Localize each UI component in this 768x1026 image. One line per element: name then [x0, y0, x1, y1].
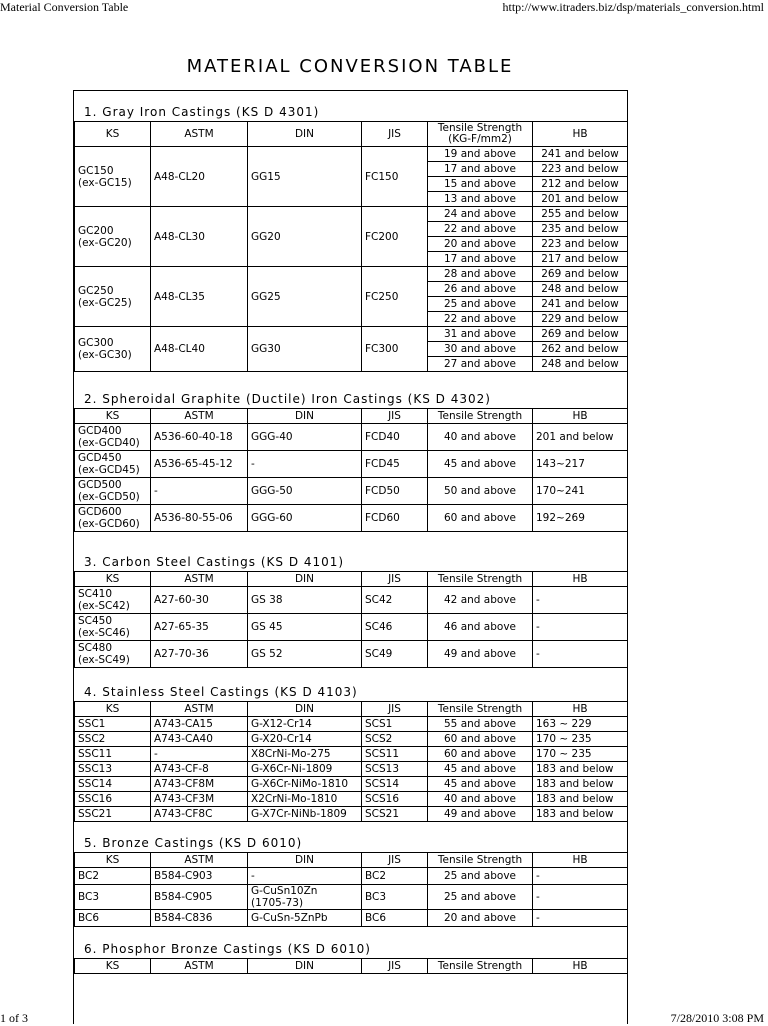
section-title: 3. Carbon Steel Castings (KS D 4101)	[84, 555, 345, 569]
jis-cell: FCD50	[362, 478, 428, 505]
table-row	[75, 868, 628, 885]
header-row	[75, 122, 628, 147]
column-header: DIN	[248, 702, 362, 717]
din-cell: GG15	[248, 147, 362, 207]
header-row	[75, 853, 628, 868]
hb-cell: 192~269	[533, 505, 628, 532]
ks-cell: SSC2	[75, 732, 151, 747]
table-row	[75, 747, 628, 762]
table-row	[75, 587, 628, 614]
section-title: 5. Bronze Castings (KS D 6010)	[84, 836, 303, 850]
hb-cell: 212 and below	[533, 177, 628, 192]
tensile-cell: 42 and above	[428, 587, 533, 614]
print-datetime: 7/28/2010 3:08 PM	[670, 1011, 764, 1025]
ks-cell: SSC13	[75, 762, 151, 777]
jis-cell: SC42	[362, 587, 428, 614]
astm-cell: A743-CF3M	[151, 792, 248, 807]
ks-cell: SSC16	[75, 792, 151, 807]
din-cell: G-X12-Cr14	[248, 717, 362, 732]
astm-cell: B584-C836	[151, 910, 248, 927]
tensile-cell: 24 and above	[428, 207, 533, 222]
jis-cell: SC49	[362, 641, 428, 668]
din-cell: GG25	[248, 267, 362, 327]
section-2	[74, 390, 627, 532]
section-4	[74, 683, 627, 822]
hb-cell: 183 and below	[533, 792, 628, 807]
hb-cell: -	[533, 587, 628, 614]
tensile-cell: 46 and above	[428, 614, 533, 641]
din-cell: GG20	[248, 207, 362, 267]
section-3	[74, 553, 627, 668]
ks-cell: BC3	[75, 885, 151, 910]
column-header: KS	[75, 572, 151, 587]
section-title: 1. Gray Iron Castings (KS D 4301)	[84, 105, 320, 119]
hb-cell: -	[533, 910, 628, 927]
table-row	[75, 478, 628, 505]
conversion-table	[74, 571, 628, 668]
ks-cell: SSC21	[75, 807, 151, 822]
page-number: 1 of 3	[0, 1011, 28, 1025]
hb-cell: 248 and below	[533, 357, 628, 372]
jis-cell: SCS21	[362, 807, 428, 822]
column-header: DIN	[248, 409, 362, 424]
document-title: MATERIAL CONVERSION TABLE	[186, 56, 514, 77]
table-row	[75, 424, 628, 451]
ks-cell: BC6	[75, 910, 151, 927]
jis-cell: BC6	[362, 910, 428, 927]
jis-cell: FCD45	[362, 451, 428, 478]
section-6	[74, 940, 627, 974]
section-5	[74, 834, 627, 927]
tensile-cell: 60 and above	[428, 505, 533, 532]
astm-cell: A536-80-55-06	[151, 505, 248, 532]
astm-cell: A48-CL20	[151, 147, 248, 207]
din-cell: G-X6Cr-NiMo-1810	[248, 777, 362, 792]
column-header: Tensile Strength	[428, 572, 533, 587]
astm-cell: A743-CF8M	[151, 777, 248, 792]
ks-cell: GC150 (ex-GC15)	[75, 147, 151, 207]
column-header: ASTM	[151, 853, 248, 868]
table-row	[75, 641, 628, 668]
tensile-cell: 49 and above	[428, 641, 533, 668]
astm-cell: A743-CA15	[151, 717, 248, 732]
ks-cell: SC410 (ex-SC42)	[75, 587, 151, 614]
tensile-cell: 40 and above	[428, 792, 533, 807]
din-cell: -	[248, 868, 362, 885]
din-cell: G-CuSn-5ZnPb	[248, 910, 362, 927]
ks-cell: SSC1	[75, 717, 151, 732]
jis-cell: FC250	[362, 267, 428, 327]
jis-cell: SCS11	[362, 747, 428, 762]
column-header: ASTM	[151, 702, 248, 717]
din-cell: -	[248, 451, 362, 478]
tensile-cell: 55 and above	[428, 717, 533, 732]
din-cell: G-X20-Cr14	[248, 732, 362, 747]
column-header: HB	[533, 959, 628, 974]
hb-cell: -	[533, 641, 628, 668]
hb-cell: 235 and below	[533, 222, 628, 237]
hb-cell: 223 and below	[533, 162, 628, 177]
column-header: HB	[533, 702, 628, 717]
column-header: JIS	[362, 122, 428, 147]
din-cell: X2CrNi-Mo-1810	[248, 792, 362, 807]
hb-cell: -	[533, 885, 628, 910]
ks-cell: GCD400 (ex-GCD40)	[75, 424, 151, 451]
column-header: HB	[533, 122, 628, 147]
din-cell: G-X7Cr-NiNb-1809	[248, 807, 362, 822]
jis-cell: SCS14	[362, 777, 428, 792]
column-header: KS	[75, 702, 151, 717]
hb-cell: 143~217	[533, 451, 628, 478]
tensile-cell: 19 and above	[428, 147, 533, 162]
table-row	[75, 885, 628, 910]
tensile-cell: 20 and above	[428, 910, 533, 927]
astm-cell: A743-CF-8	[151, 762, 248, 777]
hb-cell: -	[533, 868, 628, 885]
header-row	[75, 572, 628, 587]
ks-cell: SC450 (ex-SC46)	[75, 614, 151, 641]
column-header: Tensile Strength	[428, 409, 533, 424]
hb-cell: 223 and below	[533, 237, 628, 252]
ks-cell: BC2	[75, 868, 151, 885]
table-row	[75, 267, 628, 282]
astm-cell: A27-70-36	[151, 641, 248, 668]
jis-cell: BC3	[362, 885, 428, 910]
astm-cell: -	[151, 478, 248, 505]
jis-cell: FC150	[362, 147, 428, 207]
hb-cell: 183 and below	[533, 762, 628, 777]
astm-cell: A48-CL40	[151, 327, 248, 372]
hb-cell: 183 and below	[533, 777, 628, 792]
hb-cell: 163 ~ 229	[533, 717, 628, 732]
column-header: Tensile Strength	[428, 702, 533, 717]
tensile-cell: 15 and above	[428, 177, 533, 192]
conversion-table	[74, 958, 628, 974]
hb-cell: 248 and below	[533, 282, 628, 297]
astm-cell: A48-CL30	[151, 207, 248, 267]
din-cell: GS 52	[248, 641, 362, 668]
jis-cell: SCS16	[362, 792, 428, 807]
hb-cell: 170 ~ 235	[533, 747, 628, 762]
jis-cell: SCS1	[362, 717, 428, 732]
astm-cell: A27-65-35	[151, 614, 248, 641]
tensile-cell: 49 and above	[428, 807, 533, 822]
column-header: HB	[533, 853, 628, 868]
hb-cell: 262 and below	[533, 342, 628, 357]
tensile-cell: 45 and above	[428, 451, 533, 478]
table-row	[75, 777, 628, 792]
jis-cell: FCD40	[362, 424, 428, 451]
ks-cell: GC300 (ex-GC30)	[75, 327, 151, 372]
header-row	[75, 409, 628, 424]
din-cell: GS 45	[248, 614, 362, 641]
tensile-cell: 30 and above	[428, 342, 533, 357]
column-header: Tensile Strength	[428, 959, 533, 974]
column-header: DIN	[248, 853, 362, 868]
column-header: ASTM	[151, 959, 248, 974]
din-cell: GGG-60	[248, 505, 362, 532]
table-row	[75, 717, 628, 732]
tensile-cell: 60 and above	[428, 732, 533, 747]
ks-cell: GCD500 (ex-GCD50)	[75, 478, 151, 505]
tensile-cell: 25 and above	[428, 885, 533, 910]
astm-cell: A27-60-30	[151, 587, 248, 614]
tensile-cell: 25 and above	[428, 868, 533, 885]
din-cell: G-CuSn10Zn (1705-73)	[248, 885, 362, 910]
din-cell: X8CrNi-Mo-275	[248, 747, 362, 762]
ks-cell: GC250 (ex-GC25)	[75, 267, 151, 327]
tensile-cell: 31 and above	[428, 327, 533, 342]
din-cell: GG30	[248, 327, 362, 372]
jis-cell: FCD60	[362, 505, 428, 532]
jis-cell: BC2	[362, 868, 428, 885]
hb-cell: 229 and below	[533, 312, 628, 327]
column-header: KS	[75, 122, 151, 147]
jis-cell: SCS2	[362, 732, 428, 747]
ks-cell: GC200 (ex-GC20)	[75, 207, 151, 267]
astm-cell: -	[151, 747, 248, 762]
din-cell: GS 38	[248, 587, 362, 614]
section-title: 2. Spheroidal Graphite (Ductile) Iron Castings (KS D 4302)	[84, 392, 491, 406]
header-row	[75, 959, 628, 974]
column-header: KS	[75, 853, 151, 868]
tensile-cell: 17 and above	[428, 162, 533, 177]
section-title: 4. Stainless Steel Castings (KS D 4103)	[84, 685, 358, 699]
section-title: 6. Phosphor Bronze Castings (KS D 6010)	[84, 942, 371, 956]
astm-cell: B584-C905	[151, 885, 248, 910]
hb-cell: 170~241	[533, 478, 628, 505]
column-header: Tensile Strength	[428, 853, 533, 868]
table-row	[75, 792, 628, 807]
tensile-cell: 27 and above	[428, 357, 533, 372]
column-header: ASTM	[151, 572, 248, 587]
conversion-table	[74, 408, 628, 532]
tensile-cell: 50 and above	[428, 478, 533, 505]
header-row	[75, 702, 628, 717]
ks-cell: SSC11	[75, 747, 151, 762]
table-row	[75, 807, 628, 822]
astm-cell: A536-65-45-12	[151, 451, 248, 478]
ks-cell: SSC14	[75, 777, 151, 792]
table-row	[75, 762, 628, 777]
ks-cell: GCD600 (ex-GCD60)	[75, 505, 151, 532]
astm-cell: A743-CF8C	[151, 807, 248, 822]
jis-cell: SC46	[362, 614, 428, 641]
hb-cell: 183 and below	[533, 807, 628, 822]
column-header: ASTM	[151, 409, 248, 424]
jis-cell: FC200	[362, 207, 428, 267]
hb-cell: 255 and below	[533, 207, 628, 222]
tensile-cell: 60 and above	[428, 747, 533, 762]
astm-cell: A743-CA40	[151, 732, 248, 747]
ks-cell: SC480 (ex-SC49)	[75, 641, 151, 668]
column-header: KS	[75, 959, 151, 974]
hb-cell: 241 and below	[533, 147, 628, 162]
tensile-cell: 13 and above	[428, 192, 533, 207]
din-cell: GGG-50	[248, 478, 362, 505]
column-header: JIS	[362, 572, 428, 587]
column-header: JIS	[362, 702, 428, 717]
table-row	[75, 732, 628, 747]
table-row	[75, 614, 628, 641]
hb-cell: 241 and below	[533, 297, 628, 312]
table-row	[75, 147, 628, 162]
column-header: JIS	[362, 853, 428, 868]
tensile-cell: 17 and above	[428, 252, 533, 267]
column-header: DIN	[248, 572, 362, 587]
conversion-table	[74, 852, 628, 927]
hb-cell: 170 ~ 235	[533, 732, 628, 747]
din-cell: G-X6Cr-Ni-1809	[248, 762, 362, 777]
astm-cell: A48-CL35	[151, 267, 248, 327]
column-header: DIN	[248, 959, 362, 974]
hb-cell: 201 and below	[533, 192, 628, 207]
page-url: http://www.itraders.biz/dsp/materials_conversion.html	[502, 0, 764, 14]
table-row	[75, 451, 628, 478]
din-cell: GGG-40	[248, 424, 362, 451]
column-header: ASTM	[151, 122, 248, 147]
column-header: HB	[533, 409, 628, 424]
table-row	[75, 207, 628, 222]
column-header: KS	[75, 409, 151, 424]
conversion-table	[74, 121, 628, 372]
column-header: Tensile Strength (KG-F/mm2)	[428, 122, 533, 147]
table-row	[75, 505, 628, 532]
column-header: JIS	[362, 959, 428, 974]
ks-cell: GCD450 (ex-GCD45)	[75, 451, 151, 478]
table-row	[75, 327, 628, 342]
tensile-cell: 22 and above	[428, 222, 533, 237]
tensile-cell: 45 and above	[428, 777, 533, 792]
column-header: HB	[533, 572, 628, 587]
jis-cell: SCS13	[362, 762, 428, 777]
column-header: DIN	[248, 122, 362, 147]
column-header: JIS	[362, 409, 428, 424]
table-row	[75, 910, 628, 927]
jis-cell: FC300	[362, 327, 428, 372]
hb-cell: 269 and below	[533, 267, 628, 282]
section-1	[74, 103, 627, 372]
hb-cell: -	[533, 614, 628, 641]
hb-cell: 269 and below	[533, 327, 628, 342]
tensile-cell: 28 and above	[428, 267, 533, 282]
browser-page-title: Material Conversion Table	[0, 0, 129, 14]
astm-cell: A536-60-40-18	[151, 424, 248, 451]
astm-cell: B584-C903	[151, 868, 248, 885]
hb-cell: 217 and below	[533, 252, 628, 267]
tensile-cell: 22 and above	[428, 312, 533, 327]
tensile-cell: 26 and above	[428, 282, 533, 297]
tensile-cell: 40 and above	[428, 424, 533, 451]
hb-cell: 201 and below	[533, 424, 628, 451]
tensile-cell: 25 and above	[428, 297, 533, 312]
tensile-cell: 20 and above	[428, 237, 533, 252]
tensile-cell: 45 and above	[428, 762, 533, 777]
conversion-table	[74, 701, 628, 822]
